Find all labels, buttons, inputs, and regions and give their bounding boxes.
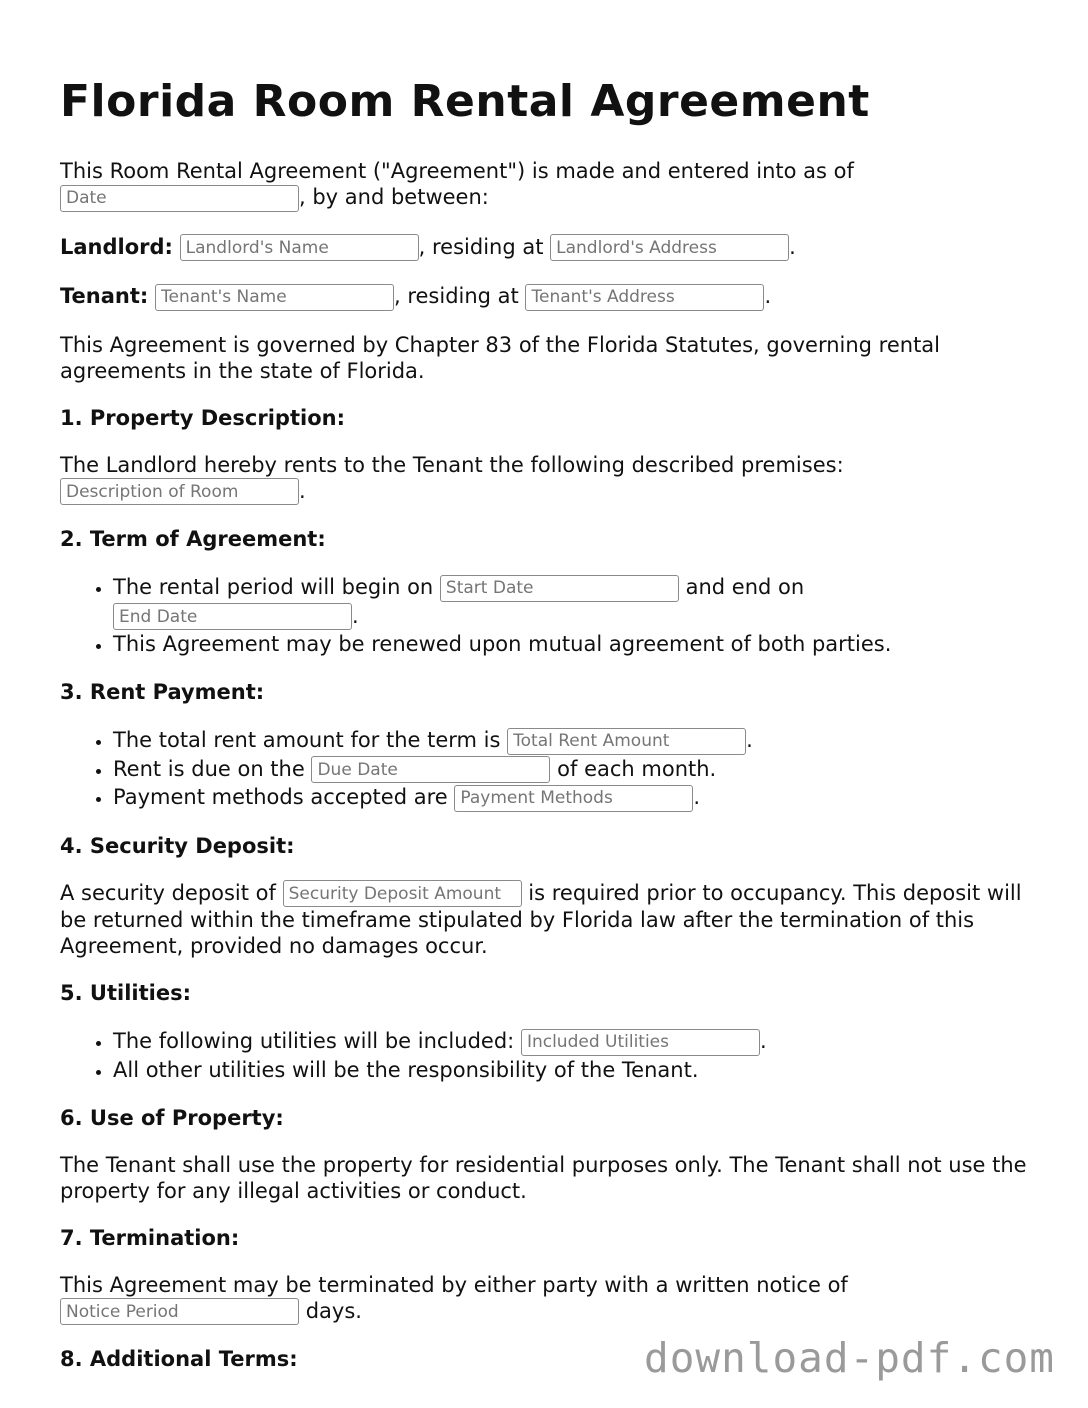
section-heading-term: 2. Term of Agreement: xyxy=(60,527,326,551)
tenant-address-input[interactable] xyxy=(525,284,764,311)
landlord-name-input[interactable] xyxy=(180,234,419,261)
tenant-end: . xyxy=(764,284,772,308)
section-heading-utilities: 5. Utilities: xyxy=(60,981,191,1005)
tenant-line xyxy=(60,282,1040,311)
section-heading-property: 1. Property Description: xyxy=(60,405,345,430)
intro-text-after: , by and between: xyxy=(299,185,489,209)
property-end: . xyxy=(299,478,306,503)
section-heading-additional: 8. Additional Terms: xyxy=(60,1347,298,1371)
utilities-list xyxy=(60,1027,1040,1084)
termination-end: days. xyxy=(305,1298,362,1323)
room-description-input[interactable] xyxy=(60,478,299,505)
security-deposit-input[interactable] xyxy=(283,880,522,907)
rent-due-end: of each month. xyxy=(557,756,717,781)
document-page xyxy=(60,0,1040,1372)
use-paragraph: The Tenant shall use the property for residential purposes only. The Tenant shall not use the property for any illegal activities or conduct. xyxy=(60,1152,1027,1203)
list-item xyxy=(113,755,1040,784)
landlord-address-input[interactable] xyxy=(550,234,789,261)
rent-total-end: . xyxy=(746,728,753,752)
deposit-text-after: is required prior to occupancy. This deposit will be returned within the timeframe stipulated by Florida law after the termination of this Agreement, provided no damages occur. xyxy=(60,880,1022,958)
term-end: . xyxy=(352,603,359,628)
list-item xyxy=(113,1027,1040,1056)
section-heading-termination: 7. Termination: xyxy=(60,1225,240,1250)
governing-law-paragraph: This Agreement is governed by Chapter 83 of the Florida Statutes, governing rental agreements in the state of Florida. xyxy=(60,332,941,383)
property-paragraph xyxy=(60,452,1040,506)
list-item xyxy=(113,783,1040,812)
notice-period-input[interactable] xyxy=(60,1298,299,1325)
list-item: • All other utilities will be the responsibility of the Tenant. xyxy=(113,1056,1040,1084)
rent-due-text: Rent is due on the xyxy=(113,756,305,781)
term-and-end-text: and end on xyxy=(685,575,805,599)
utilities-included-end: . xyxy=(759,1029,767,1053)
start-date-input[interactable] xyxy=(440,575,679,602)
section-heading-use: 6. Use of Property: xyxy=(60,1105,284,1130)
tenant-residing-text: , residing at xyxy=(393,284,519,308)
term-begin-text: The rental period will begin on xyxy=(113,575,434,599)
list-item: • This Agreement may be renewed upon mutual agreement of both parties. xyxy=(113,630,1040,658)
payment-methods-input[interactable] xyxy=(454,785,693,812)
rent-methods-text: Payment methods accepted are xyxy=(113,785,448,809)
deposit-paragraph xyxy=(60,880,1040,960)
end-date-input[interactable] xyxy=(113,603,352,630)
total-rent-input[interactable] xyxy=(507,728,746,755)
due-date-input[interactable] xyxy=(311,756,550,783)
termination-text: This Agreement may be terminated by either party with a written notice of xyxy=(60,1272,848,1297)
list-item xyxy=(113,726,1040,755)
included-utilities-input[interactable] xyxy=(521,1029,760,1056)
tenant-label: Tenant: xyxy=(60,284,149,308)
landlord-label: Landlord: xyxy=(60,234,173,259)
rent-methods-end: . xyxy=(693,785,701,809)
termination-paragraph xyxy=(60,1272,1040,1326)
intro-text: This Room Rental Agreement ("Agreement") is made and entered into as of xyxy=(60,159,854,183)
landlord-end: . xyxy=(789,234,796,259)
rent-total-text: The total rent amount for the term is xyxy=(113,728,501,752)
list-item xyxy=(113,573,1040,630)
intro-paragraph xyxy=(60,158,900,212)
section-heading-deposit: 4. Security Deposit: xyxy=(60,833,295,858)
property-text: The Landlord hereby rents to the Tenant the following described premises: xyxy=(60,452,844,477)
deposit-text-before: A security deposit of xyxy=(60,880,276,905)
section-heading-rent: 3. Rent Payment: xyxy=(60,680,265,704)
date-input[interactable] xyxy=(60,185,299,212)
rent-list xyxy=(60,726,1040,812)
tenant-name-input[interactable] xyxy=(155,284,394,311)
utilities-included-text: The following utilities will be included: xyxy=(113,1029,515,1053)
watermark: download-pdf.com xyxy=(644,1334,1055,1382)
term-list xyxy=(60,573,1040,658)
landlord-line xyxy=(60,233,1040,262)
landlord-residing-text: , residing at xyxy=(418,234,544,259)
document-title: Florida Room Rental Agreement xyxy=(60,76,870,127)
